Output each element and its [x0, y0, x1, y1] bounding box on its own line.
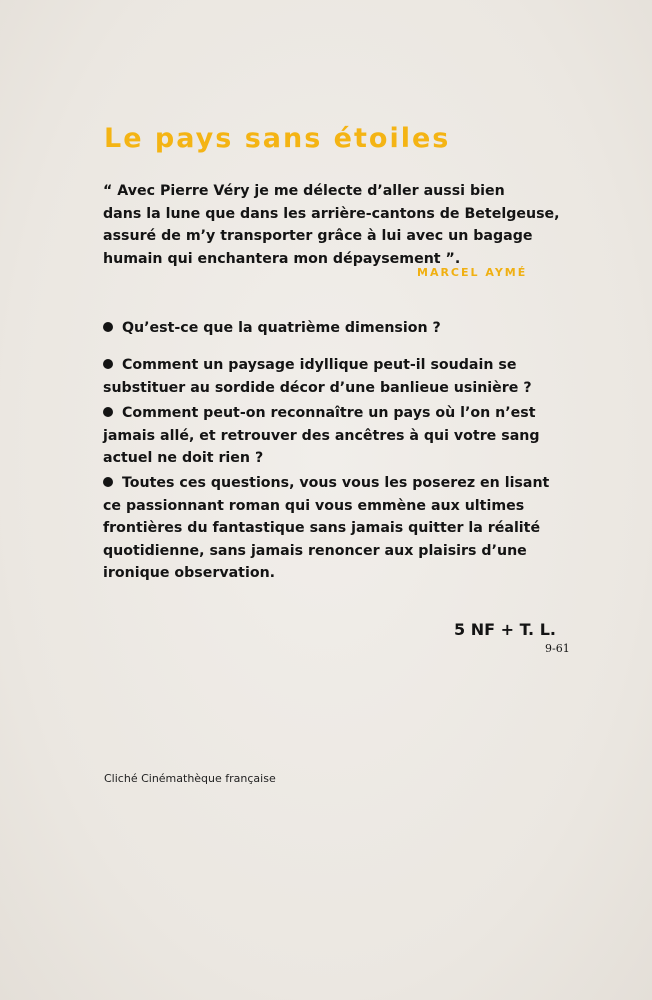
question-text: Comment peut-on reconnaître un pays où l’on n’est	[122, 405, 536, 421]
question-line	[103, 472, 573, 495]
question-line	[103, 354, 573, 377]
question-line: jamais allé, et retrouver des ancêtres à qui votre sang	[103, 427, 540, 444]
question-paragraph	[103, 354, 573, 399]
question-line: actuel ne doit rien ?	[103, 450, 264, 466]
question-paragraph	[103, 317, 573, 340]
price-label: 5 NF + T. L.	[454, 620, 556, 639]
question-paragraph	[103, 402, 573, 470]
quote-line: assuré de m’y transporter grâce à lui avec un bagage	[103, 228, 533, 244]
bullet-icon	[103, 477, 113, 487]
question-line: ce passionnant roman qui vous emmène aux ultimes	[103, 497, 525, 514]
author-quote	[103, 180, 563, 270]
quote-line: “ Avec Pierre Véry je me délecte d’aller aussi bien	[103, 183, 505, 199]
question-text: Qu’est-ce que la quatrième dimension ?	[122, 320, 441, 336]
question-paragraph	[103, 472, 573, 585]
quote-attribution: MARCEL AYMÉ	[417, 266, 528, 279]
quote-line: humain qui enchantera mon dépaysement ”.	[103, 250, 461, 267]
photo-credit: Cliché Cinémathèque française	[104, 772, 276, 785]
bullet-icon	[103, 359, 113, 369]
question-line: quotidienne, sans jamais renoncer aux plaisirs d’une	[103, 542, 527, 559]
question-line	[103, 317, 573, 340]
question-text: Comment un paysage idyllique peut-il soudain se	[122, 357, 517, 373]
question-line: frontières du fantastique sans jamais quitter la réalité	[103, 520, 541, 536]
book-title: Le pays sans étoiles	[104, 123, 451, 154]
print-date-code: 9-61	[545, 642, 570, 655]
question-text: Toutes ces questions, vous vous les poserez en lisant	[122, 475, 550, 491]
question-line	[103, 402, 573, 425]
bullet-icon	[103, 322, 113, 332]
question-line: ironique observation.	[103, 565, 276, 581]
bullet-icon	[103, 407, 113, 417]
quote-line: dans la lune que dans les arrière-cantons de Betelgeuse,	[103, 205, 560, 222]
question-line: substituer au sordide décor d’une banlieue usinière ?	[103, 379, 532, 396]
